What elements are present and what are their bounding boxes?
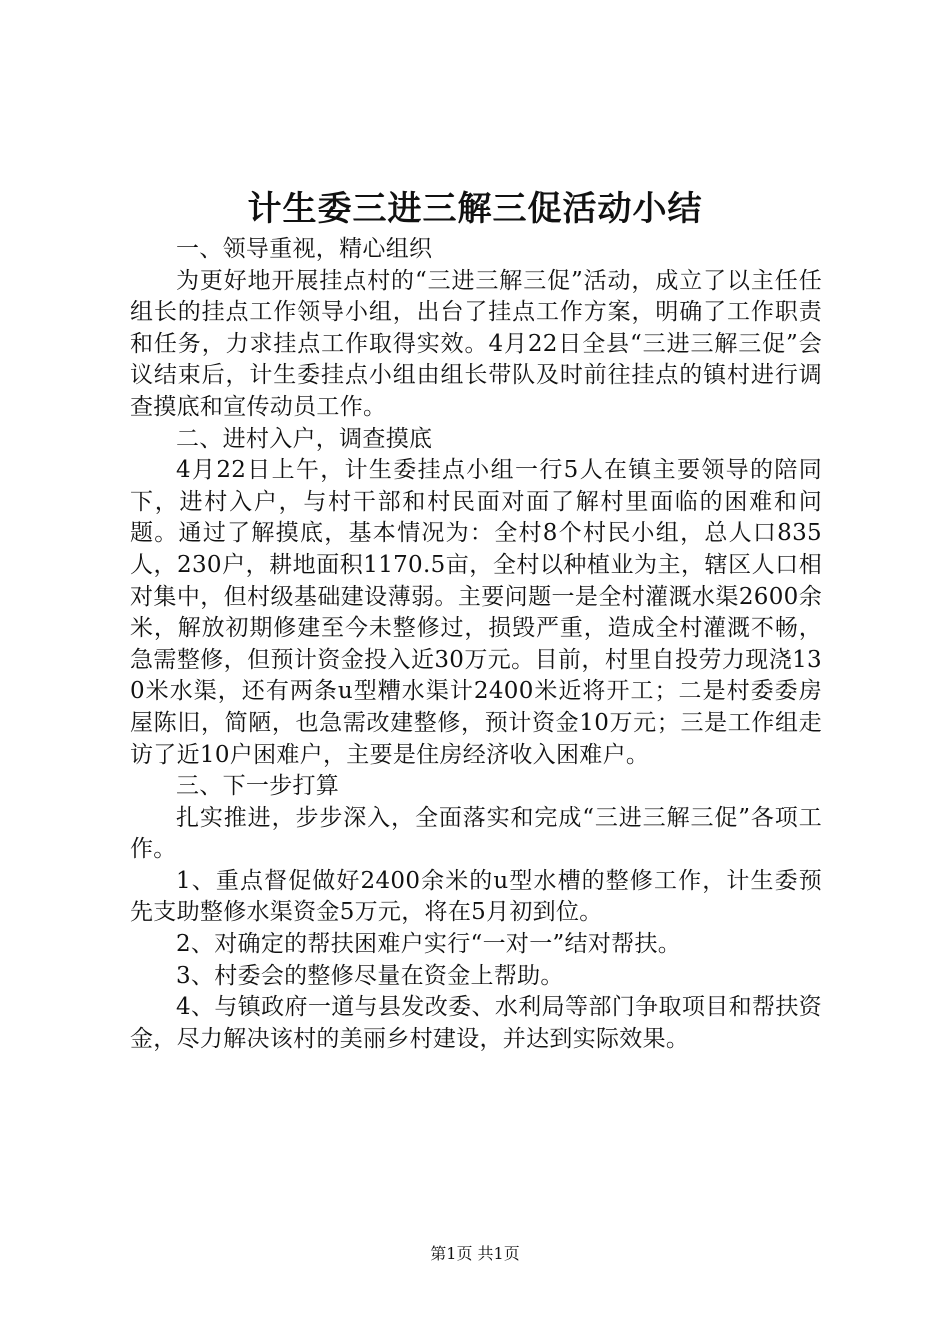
section-heading-1: 一、领导重视，精心组织 xyxy=(176,236,433,262)
section-heading-3: 三、下一步打算 xyxy=(176,773,340,800)
page-footer: 第1页 共1页 xyxy=(430,1244,520,1263)
section-heading-2: 二、进村入户，调查摸底 xyxy=(176,425,433,452)
document-title: 计生委三进三解三促活动小结 xyxy=(247,189,703,229)
body-paragraph: 扎实推进，步步深入，全面落实和完成“三进三解三促”各项工作。 xyxy=(130,804,822,863)
list-item: 1、重点督促做好2400余米的u型水槽的整修工作，计生委预先支助整修水渠资金5万元，将在5月初到位。 xyxy=(130,867,822,926)
list-item: 2、对确定的帮扶困难户实行“一对一”结对帮扶。 xyxy=(176,931,682,958)
body-paragraph: 为更好地开展挂点村的“三进三解三促”活动，成立了以主任任组长的挂点工作领导小组，出台了挂点工作方案，明确了工作职责和任务，力求挂点工作取得实效。4月22日全县“三进三解三促”会议结束后，计生委挂点小组由组长带队及时前往挂点的镇村进行调查摸底和宣传动员工作。 xyxy=(130,267,822,420)
list-item: 4、与镇政府一道与县发改委、水利局等部门争取项目和帮扶资金，尽力解决该村的美丽乡村建设，并达到实际效果。 xyxy=(130,994,822,1052)
body-paragraph: 4月22日上午，计生委挂点小组一行5人在镇主要领导的陪同下，进村入户，与村干部和村民面对面了解村里面临的困难和问题。通过了解摸底，基本情况为：全村8个村民小组，总人口835人，230户，耕地面积1170.5亩，全村以种植业为主，辖区人口相对集中，但村级基础建设薄弱。主要问题一是全村灌溉水渠2600余米，解放初期修建至今未整修过，损毁严重，造成全村灌溉不畅，急需整修，但预计资金投入近30万元。目前，村里自投劳力现浇130米水渠，还有两条u型糟水渠计2400米近将开工；二是村委委房屋陈旧，简陋，也急需改建整修，预计资金10万元；三是工作组走访了近10户困难户，主要是住房经济收入困难户。 xyxy=(130,457,822,768)
document-body xyxy=(130,234,822,1055)
list-item: 3、村委会的整修尽量在资金上帮助。 xyxy=(176,962,564,989)
